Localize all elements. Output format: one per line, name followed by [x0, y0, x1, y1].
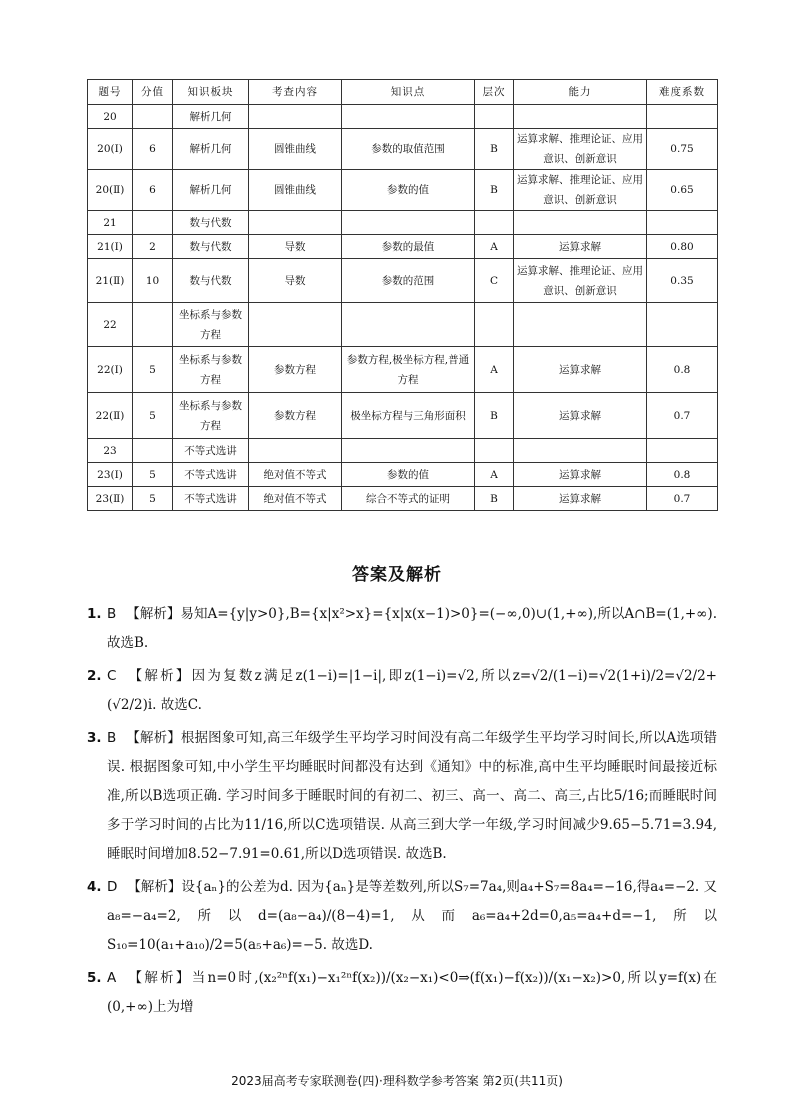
table-cell: 21(Ⅱ): [88, 259, 133, 303]
table-cell: [133, 211, 173, 235]
table-cell: 绝对值不等式: [249, 463, 342, 487]
table-cell: 21(Ⅰ): [88, 235, 133, 259]
table-cell: 导数: [249, 259, 342, 303]
section-title: 答案及解析: [352, 565, 442, 585]
table-cell: [647, 105, 718, 129]
table-cell: A: [475, 463, 514, 487]
table-cell: 绝对值不等式: [249, 487, 342, 511]
table-cell: 数与代数: [173, 235, 249, 259]
table-cell: C: [475, 259, 514, 303]
table-cell: [514, 105, 647, 129]
table-cell: [249, 105, 342, 129]
table-row: [88, 303, 718, 347]
table-cell: 参数的最值: [342, 235, 475, 259]
header-cell: 考查内容: [249, 80, 342, 105]
table-cell: 数与代数: [173, 211, 249, 235]
table-row: [88, 129, 718, 170]
table-cell: 运算求解、推理论证、应用意识、创新意识: [514, 170, 647, 211]
answer-choice: C: [107, 668, 117, 684]
table-cell: [647, 439, 718, 463]
header-cell: 分值: [133, 80, 173, 105]
answer-choice: A: [107, 970, 117, 986]
table-cell: 0.8: [647, 347, 718, 393]
table-cell: 0.65: [647, 170, 718, 211]
table-cell: 0.8: [647, 463, 718, 487]
table-cell: 5: [133, 463, 173, 487]
table-cell: 运算求解: [514, 487, 647, 511]
table-cell: 2: [133, 235, 173, 259]
table-cell: [342, 303, 475, 347]
table-cell: 解析几何: [173, 129, 249, 170]
table-cell: [647, 303, 718, 347]
header-cell: 知识板块: [173, 80, 249, 105]
table-cell: 10: [133, 259, 173, 303]
table-cell: 参数的值: [342, 463, 475, 487]
answer-explanation: 【解析】当n=0时,(x₂²ⁿf(x₁)−x₁²ⁿf(x₂))/(x₂−x₁)<0⇒(f(x₁)−f(x₂))/(x₁−x₂)>0,所以y=f(x)在(0,+∞)上为增: [107, 970, 717, 1015]
answer-explanation: 【解析】易知A={y|y>0},B={x|x²>x}={x|x(x−1)>0}=(−∞,0)∪(1,+∞),所以A∩B=(1,+∞). 故选B.: [107, 606, 717, 651]
table-cell: [133, 439, 173, 463]
table-cell: 参数的范围: [342, 259, 475, 303]
table-row: [88, 439, 718, 463]
table-cell: 坐标系与参数方程: [173, 347, 249, 393]
header-cell: 知识点: [342, 80, 475, 105]
header-cell: 能力: [514, 80, 647, 105]
answer-item: [87, 600, 717, 658]
table-row: [88, 170, 718, 211]
table-row: [88, 105, 718, 129]
table-cell: [475, 439, 514, 463]
answer-number: 5.: [87, 970, 102, 986]
answer-choice: B: [107, 606, 117, 622]
table-cell: [475, 211, 514, 235]
table-cell: 5: [133, 347, 173, 393]
table-cell: 参数方程: [249, 347, 342, 393]
table-cell: 数与代数: [173, 259, 249, 303]
table-cell: 解析几何: [173, 105, 249, 129]
table-cell: B: [475, 170, 514, 211]
table-cell: [342, 439, 475, 463]
header-cell: 层次: [475, 80, 514, 105]
header-cell: 题号: [88, 80, 133, 105]
table-cell: 参数的取值范围: [342, 129, 475, 170]
answer-list: [87, 600, 717, 1026]
table-cell: 解析几何: [173, 170, 249, 211]
table-cell: 参数方程: [249, 393, 342, 439]
table-cell: 0.7: [647, 393, 718, 439]
table-cell: 22(Ⅰ): [88, 347, 133, 393]
answer-item: [87, 724, 717, 869]
answer-explanation: 【解析】根据图象可知,高三年级学生平均学习时间没有高二年级学生平均学习时间长,所以A选项错误. 根据图象可知,中小学生平均睡眠时间都没有达到《通知》中的标准,高中生平均睡眠时间最接近标准,所以B选项正确. 学习时间多于睡眠时间的有初二、初三、高一、高二、高三,占比5/16;而睡眠时间多于学习时间的占比为11/16,所以C选项错误. 从高三到大学一年级,学习时间减少9.65−5.71=3.94,睡眠时间增加8.52−7.91=0.61,所以D选项错误. 故选B.: [107, 730, 717, 862]
table-row: [88, 463, 718, 487]
answer-explanation: 【解析】因为复数z满足z(1−i)=|1−i|,即z(1−i)=√2,所以z=√2/(1−i)=√2(1+i)/2=√2/2+(√2/2)i. 故选C.: [107, 668, 717, 713]
table-row: [88, 487, 718, 511]
answer-number: 3.: [87, 730, 102, 746]
exam-spec-table: [87, 79, 718, 511]
table-cell: [475, 303, 514, 347]
table-cell: B: [475, 129, 514, 170]
table-cell: [647, 211, 718, 235]
table-header-row: [88, 80, 718, 105]
table-cell: [475, 105, 514, 129]
table-cell: 运算求解、推理论证、应用意识、创新意识: [514, 259, 647, 303]
table-cell: 运算求解: [514, 463, 647, 487]
table-cell: 参数的值: [342, 170, 475, 211]
answer-explanation: 【解析】设{aₙ}的公差为d. 因为{aₙ}是等差数列,所以S₇=7a₄,则a₄+S₇=8a₄=−16,得a₄=−2. 又a₈=−a₄=2,所以d=(a₈−a₄)/(8−4)=1,从而a₆=a₄+2d=0,a₅=a₄+d=−1,所以S₁₀=10(a₁+a₁₀)/2=5(a₅+a₆)=−5. 故选D.: [107, 879, 718, 953]
table-row: [88, 211, 718, 235]
answer-item: [87, 964, 717, 1022]
answer-number: 4.: [87, 879, 102, 895]
table-cell: [342, 105, 475, 129]
table-body: [88, 105, 718, 511]
table-cell: [133, 105, 173, 129]
table-cell: B: [475, 393, 514, 439]
table-cell: 坐标系与参数方程: [173, 393, 249, 439]
table-cell: 22: [88, 303, 133, 347]
table-cell: [514, 303, 647, 347]
table-cell: 21: [88, 211, 133, 235]
header-cell: 难度系数: [647, 80, 718, 105]
table-cell: 导数: [249, 235, 342, 259]
answer-choice: B: [107, 730, 117, 746]
table-cell: 20: [88, 105, 133, 129]
table-cell: [514, 211, 647, 235]
table-cell: 23(Ⅱ): [88, 487, 133, 511]
table-cell: 圆锥曲线: [249, 170, 342, 211]
table-cell: 参数方程,极坐标方程,普通方程: [342, 347, 475, 393]
table-cell: 0.35: [647, 259, 718, 303]
table-cell: [249, 211, 342, 235]
table-cell: 坐标系与参数方程: [173, 303, 249, 347]
table-cell: [249, 439, 342, 463]
table-cell: 极坐标方程与三角形面积: [342, 393, 475, 439]
table-cell: 不等式选讲: [173, 439, 249, 463]
table-cell: 5: [133, 487, 173, 511]
table-cell: 20(Ⅱ): [88, 170, 133, 211]
table-row: [88, 393, 718, 439]
table-cell: 运算求解: [514, 347, 647, 393]
table-cell: [133, 303, 173, 347]
table-cell: 0.7: [647, 487, 718, 511]
answer-number: 2.: [87, 668, 102, 684]
table-cell: B: [475, 487, 514, 511]
table-cell: [342, 211, 475, 235]
table-cell: 23(Ⅰ): [88, 463, 133, 487]
table-row: [88, 235, 718, 259]
table-cell: 20(Ⅰ): [88, 129, 133, 170]
table-cell: 圆锥曲线: [249, 129, 342, 170]
table-row: [88, 347, 718, 393]
table-cell: 不等式选讲: [173, 463, 249, 487]
answer-choice: D: [107, 879, 118, 895]
table-cell: 22(Ⅱ): [88, 393, 133, 439]
table-cell: 5: [133, 393, 173, 439]
table-cell: A: [475, 347, 514, 393]
table-cell: 6: [133, 170, 173, 211]
table-cell: 23: [88, 439, 133, 463]
answer-number: 1.: [87, 606, 102, 622]
table-row: [88, 259, 718, 303]
answer-item: [87, 873, 717, 960]
table-cell: [514, 439, 647, 463]
table-cell: [249, 303, 342, 347]
table-cell: 运算求解、推理论证、应用意识、创新意识: [514, 129, 647, 170]
table-cell: 不等式选讲: [173, 487, 249, 511]
table-cell: A: [475, 235, 514, 259]
page-footer: 2023届高考专家联测卷(四)·理科数学参考答案 第2页(共11页): [231, 1074, 563, 1088]
table-cell: 0.80: [647, 235, 718, 259]
table-cell: 运算求解: [514, 393, 647, 439]
table-cell: 综合不等式的证明: [342, 487, 475, 511]
table-cell: 运算求解: [514, 235, 647, 259]
answer-item: [87, 662, 717, 720]
table-cell: 6: [133, 129, 173, 170]
table-cell: 0.75: [647, 129, 718, 170]
